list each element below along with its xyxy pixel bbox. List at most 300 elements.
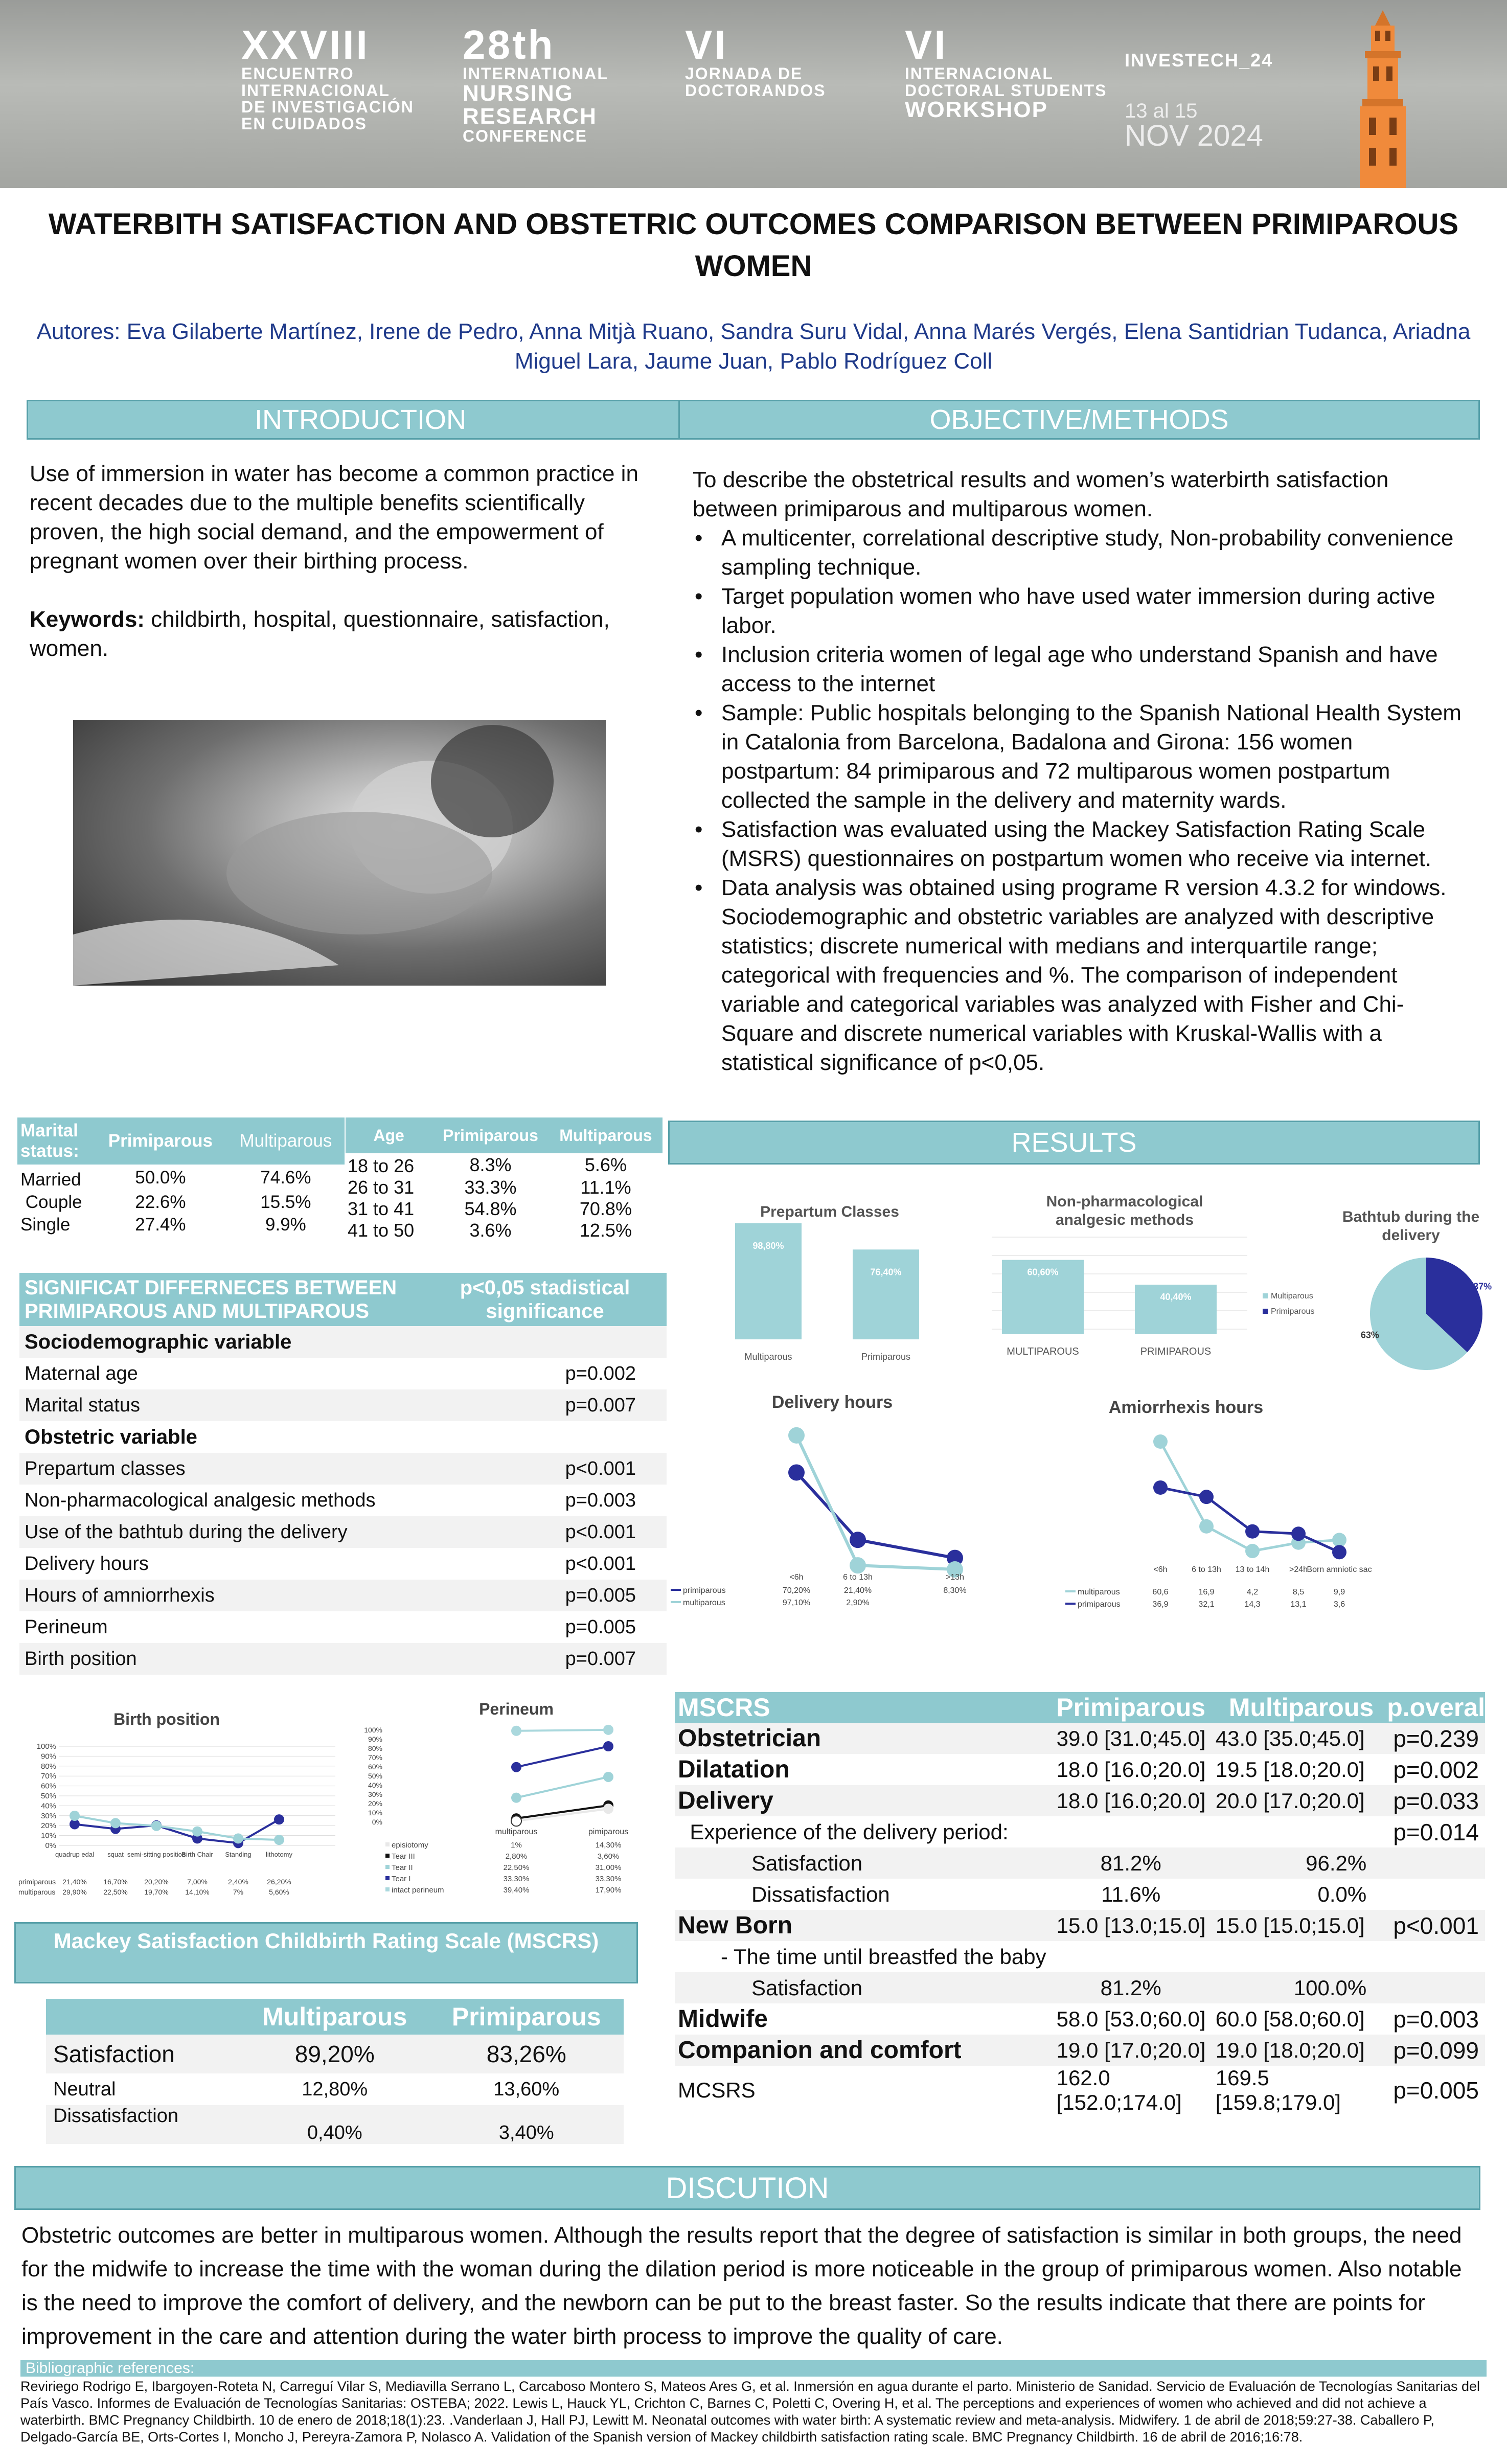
table-cell: p=0.239 (1393, 1725, 1479, 1752)
y-tick-label: 40% (40, 1801, 56, 1811)
table-cell: 58.0 [53.0;60.0] (1056, 2006, 1206, 2031)
table-cell: Perineum (25, 1616, 108, 1638)
table-cell: 70.8% (579, 1198, 632, 1219)
banner-text: VI (905, 22, 948, 67)
table-header-row (46, 1999, 624, 2035)
table-cell: 4,2 (1246, 1588, 1259, 1596)
legend-label: episiotomy (392, 1841, 428, 1850)
y-tick-label: 0% (45, 1841, 56, 1850)
data-point (1332, 1533, 1346, 1547)
y-tick-label: 30% (368, 1790, 382, 1798)
table-cell: p=0.007 (565, 1394, 636, 1416)
photo-illustration (73, 720, 606, 986)
table-cell: 17,90% (595, 1886, 622, 1895)
table-row (19, 1358, 667, 1389)
tick-label: PRIMIPAROUS (1140, 1346, 1212, 1357)
tick-label: lithotomy (265, 1851, 293, 1858)
table-cell (1216, 1816, 1387, 1847)
data-point (511, 1816, 521, 1826)
banner-text: INTERNACIONAL (241, 81, 390, 100)
table-cell: Neutral (53, 2078, 116, 2100)
table-header-cell: p<0,05 stadistical significance (460, 1276, 630, 1322)
data-point (1199, 1490, 1214, 1504)
table-cell: p=0.014 (1393, 1818, 1479, 1845)
table-cell: 21,40% (843, 1586, 872, 1595)
banner-text: INTERNACIONAL (905, 64, 1054, 83)
birth-position-chart (18, 1702, 346, 1907)
table-cell: 89,20% (294, 2041, 375, 2067)
data-point (850, 1557, 866, 1573)
table-cell: Birth position (25, 1648, 137, 1670)
table-cell: p=0.002 (565, 1362, 636, 1384)
banner-text: INVESTECH_24 (1125, 50, 1273, 71)
table-cell: 12.5% (579, 1220, 632, 1241)
banner-block-workshop (905, 22, 1107, 123)
bathtub-chart (1258, 1206, 1492, 1375)
discussion-heading: DISCUTION (14, 2166, 1480, 2210)
table-cell: 1% (511, 1841, 522, 1850)
table-cell: MCSRS (678, 2078, 756, 2102)
y-tick-label: 30% (40, 1811, 56, 1820)
table-row (675, 2035, 1485, 2066)
data-point (603, 1741, 613, 1751)
table-row (19, 1453, 667, 1485)
table-cell: Marital status (25, 1394, 140, 1416)
legend-label: Tear II (392, 1863, 413, 1872)
nonpharm-chart (971, 1186, 1258, 1360)
references-text: Reviriego Rodrigo E, Ibargoyen-Roteta N, Carreguí Vilar S, Mediavilla Serrano L, Carcaboso Montero S, Mateos Ares G, et al. Inmersión en agua durante el parto. Ministerio de Sanidad. Servicio de Evaluación de Tecnologías Sanitarias del País Vasco. Informes de Evaluación de Tecnologías Sanitarias: OSTEBA; 2022. Lewis L, Hauck YL, Crichton C, Barnes C, Poletti C, Overing H, et al. The perceptions and experiences of women who achieved and did not achieve a waterbirth. BMC Pregnancy Childbirth. 10 de enero de 2018;18(1):23. .Vanderlaan J, Hall PJ, Lewitt M. Neonatal outcomes with water birth: A systematic review and meta-analysis. Midwifery. 1 de abril de 2018;59:27-38. Caballero P, Delgado-García BE, Orts-Cortes I, Moncho J, Pereyra-Zamora P, Nolasco A. Validation of the Spanish version of Mackey childbirth satisfaction rating scale. BMC Pregnancy Childbirth. 16 de abril de 2016;16:78. (20, 2379, 1480, 2445)
table-cell: 12,80% (302, 2078, 368, 2100)
legend-swatch (1263, 1293, 1268, 1298)
table-cell: p<0.001 (565, 1521, 636, 1543)
data-point (1153, 1434, 1168, 1449)
banner-text: INTERNATIONAL (463, 64, 608, 83)
table-row (19, 1580, 667, 1611)
banner-block-encuentro (241, 22, 414, 133)
table-cell: Satisfaction (751, 1851, 863, 1875)
legend-label: intact perineum (392, 1886, 444, 1895)
table-header-cell: Multiparous (559, 1126, 652, 1145)
table-cell: 54.8% (464, 1198, 517, 1219)
table-cell: 169.5 [159.8;179.0] (1215, 2066, 1341, 2114)
table-cell: 20,20% (144, 1878, 169, 1886)
method-bullet: • Target population women who have used water immersion during active labor. (693, 582, 1475, 640)
table-cell: 100.0% (1293, 1975, 1367, 2000)
table-cell: 22,50% (503, 1863, 530, 1872)
y-tick-label: 60% (40, 1782, 56, 1791)
significance-table (19, 1273, 667, 1675)
discussion-text: Obstetric outcomes are better in multiparous women. Although the results report that the degree of satisfaction is similar in both groups, the need for the midwife to increase the time with the woman during the dilation period is more noticeable in the group of primiparous women. Also notable is the need to improve the comfort of delivery, and the newborn can be put to the breast faster. So the results indicate that there are points for improvement in the care and attention during the water birth process to improve the quality of care. (21, 2223, 1462, 2349)
chart-title: Amiorrhexis hours (1108, 1398, 1264, 1417)
legend-label: primiparous (683, 1586, 726, 1595)
method-bullet: • Satisfaction was evaluated using the Mackey Satisfaction Rating Scale (MSRS) questionnaires on postpartum women who receive via internet. (693, 815, 1475, 873)
tick-label: 6 to 13h (843, 1573, 873, 1582)
table-cell: 32,1 (1198, 1600, 1215, 1609)
table-row (675, 1847, 1485, 1879)
table-cell: 16,9 (1198, 1588, 1215, 1596)
table-cell: Dissatisfaction (53, 2105, 178, 2127)
table-cell: 13,60% (493, 2078, 560, 2100)
poster-title: WATERBITH SATISFACTION AND OBSTETRIC OUTCOMES COMPARISON BETWEEN PRIMIPAROUS WOMEN (48, 208, 1459, 283)
prepartum-chart (704, 1186, 955, 1370)
table-cell: 14,30% (595, 1841, 622, 1850)
y-tick-label: 60% (368, 1763, 382, 1771)
data-point (70, 1811, 80, 1821)
table-cell: 14,10% (185, 1888, 210, 1896)
chart-title: Prepartum Classes (760, 1203, 899, 1220)
table-header-cell: Marital status: (20, 1121, 79, 1161)
legend-label: multiparous (683, 1599, 725, 1607)
table-cell: Dissatisfaction (751, 1882, 890, 1906)
table-cell: 22.6% (135, 1192, 186, 1212)
marital-table (17, 1117, 345, 1236)
table-cell: 15.0 [15.0;15.0] (1215, 1913, 1365, 1937)
table-row (675, 1723, 1485, 1754)
banner-text: DOCTORAL STUDENTS (905, 81, 1107, 100)
table-header-cell: Primiparous (443, 1126, 538, 1145)
data-point (1153, 1480, 1168, 1495)
table-cell: 18.0 [16.0;20.0] (1056, 1757, 1206, 1782)
table-cell (1387, 1879, 1485, 1910)
table-cell: 3,6 (1333, 1600, 1345, 1609)
table-row (46, 2105, 624, 2144)
table-cell: 0.0% (1317, 1882, 1367, 1906)
method-bullet: • Inclusion criteria women of legal age who understand Spanish and have access to the internet (693, 640, 1475, 698)
chart-title: Birth position (113, 1710, 220, 1728)
chart-title: delivery (1382, 1227, 1440, 1244)
table-header-cell (46, 1999, 240, 2035)
mscrs-table (675, 1692, 1485, 2115)
banner-text: ENCUENTRO (241, 64, 354, 83)
intro-heading: INTRODUCTION (27, 400, 694, 440)
legend-label: Tear I (392, 1875, 411, 1883)
data-point (603, 1772, 613, 1782)
tick-label: Born amniotic sac (1307, 1565, 1372, 1574)
table-cell: 11.1% (580, 1177, 631, 1198)
conference-banner (0, 0, 1507, 188)
table-cell: Midwife (678, 2005, 768, 2033)
data-point (603, 1725, 613, 1735)
table-cell: p=0.033 (1393, 1787, 1479, 1814)
table-row (675, 1941, 1485, 1972)
table-cell: 15.5% (260, 1192, 311, 1212)
table-cell: 3,60% (597, 1852, 620, 1861)
banner-text: JORNADA DE (685, 64, 803, 83)
y-tick-label: 70% (368, 1753, 382, 1762)
table-cell (1046, 1941, 1216, 1972)
table-row (19, 1389, 667, 1421)
table-cell: 97,10% (782, 1599, 811, 1607)
tick-label: MULTIPAROUS (1007, 1346, 1079, 1357)
data-point (511, 1726, 521, 1736)
tick-label: >13h (945, 1573, 965, 1582)
chart-title: Non-pharmacological (1046, 1193, 1203, 1210)
keywords-text: childbirth, hospital, questionnaire, satisfaction, women. (30, 607, 610, 661)
table-cell: Delivery hours (25, 1553, 149, 1575)
legend-swatch (385, 1865, 390, 1869)
table-cell: p=0.099 (1393, 2037, 1479, 2064)
table-cell: 70,20% (782, 1586, 811, 1595)
series-line (516, 1809, 608, 1821)
table-cell: 31,00% (595, 1863, 622, 1872)
banner-text: 28th (463, 22, 555, 67)
table-cell: 16,70% (103, 1878, 128, 1886)
table-cell: p=0.003 (1393, 2005, 1479, 2033)
table-cell: 60,6 (1152, 1588, 1169, 1596)
table-cell: 11.6% (1101, 1882, 1161, 1906)
series-line (516, 1806, 608, 1818)
objective-lead: To describe the obstetrical results and women’s waterbirth satisfaction between primiparous and multiparous women. (693, 467, 1389, 521)
table-cell: Hours of amniorrhexis (25, 1584, 215, 1606)
tick-label: Multiparous (744, 1352, 792, 1362)
table-cell: p=0.003 (565, 1489, 636, 1511)
data-point (511, 1793, 521, 1803)
legend-label: Tear III (392, 1852, 415, 1861)
table-cell: p<0.001 (565, 1553, 636, 1575)
table-cell: 33,30% (595, 1875, 622, 1883)
data-label: 76,40% (870, 1267, 902, 1277)
table-header-cell: SIGNIFICAT DIFFERNECES BETWEEN PRIMIPAROUS AND MULTIPAROUS (25, 1276, 397, 1322)
y-tick-label: 20% (40, 1821, 56, 1831)
table-row (675, 1910, 1485, 1941)
table-cell: 19,70% (144, 1888, 169, 1896)
table-row (346, 1220, 663, 1241)
table-cell: 27.4% (135, 1215, 186, 1235)
legend-label: multiparous (18, 1888, 56, 1896)
table-cell: 31 to 41 (348, 1198, 415, 1219)
table-cell: Satisfaction (53, 2041, 175, 2067)
table-cell: Married (20, 1170, 81, 1190)
table-cell: p=0.005 (1393, 2077, 1479, 2104)
table-cell: 8.3% (469, 1154, 512, 1175)
table-row (17, 1214, 345, 1236)
table-cell: Dilatation (678, 1756, 790, 1783)
table-cell: 9,9 (1333, 1588, 1345, 1596)
table-row (19, 1485, 667, 1516)
legend-swatch (385, 1854, 390, 1858)
table-cell (1216, 1941, 1387, 1972)
table-cell: 36,9 (1152, 1600, 1169, 1609)
legend-label: primiparous (18, 1878, 56, 1886)
legend-swatch (385, 1887, 390, 1891)
table-cell: 8,30% (943, 1586, 967, 1595)
banner-block-jornada (685, 22, 826, 100)
table-cell: 19.0 [18.0;20.0] (1215, 2038, 1365, 2062)
table-cell: Obstetrician (678, 1725, 821, 1752)
chart-title: Delivery hours (771, 1393, 893, 1412)
table-cell: p=0.005 (565, 1584, 636, 1606)
table-cell: 26 to 31 (348, 1177, 415, 1198)
y-tick-label: 80% (40, 1762, 56, 1771)
table-row (46, 2035, 624, 2073)
authors-line: Autores: Eva Gilaberte Martínez, Irene de Pedro, Anna Mitjà Ruano, Sandra Suru Vidal, Anna Marés Vergés, Elena Santidrian Tudanca, Ariadna Miguel Lara, Jaume Juan, Pablo Rodríguez Coll (36, 319, 1471, 374)
table-cell: 19.0 [17.0;20.0] (1056, 2038, 1206, 2062)
table-row (675, 1754, 1485, 1785)
table-row (19, 1548, 667, 1580)
table-cell: p<0.001 (565, 1457, 636, 1479)
table-cell: Non-pharmacological analgesic methods (25, 1489, 376, 1511)
table-cell: 9.9% (265, 1215, 306, 1235)
table-row (675, 1785, 1485, 1816)
table-cell: 2,80% (505, 1852, 528, 1861)
table-cell: Prepartum classes (25, 1457, 186, 1479)
data-label: 37% (1473, 1281, 1492, 1292)
table-cell: 5,60% (269, 1888, 289, 1896)
amniorrhexis-chart (1063, 1396, 1370, 1621)
tick-label: squat (107, 1851, 124, 1858)
tick-label: Standing (225, 1851, 252, 1858)
table-cell: 74.6% (260, 1168, 311, 1188)
y-tick-label: 0% (372, 1818, 382, 1826)
table-row (17, 1165, 345, 1191)
table-cell: Single (20, 1215, 71, 1235)
y-tick-label: 90% (40, 1752, 56, 1761)
table-cell: p<0.001 (1393, 1912, 1479, 1939)
table-cell: Satisfaction (751, 1975, 863, 2000)
y-tick-label: 100% (364, 1726, 382, 1734)
y-tick-label: 10% (40, 1831, 56, 1840)
mscrs-small-heading: Mackey Satisfaction Childbirth Rating Scale (MSCRS) (14, 1922, 638, 1983)
data-label: 63% (1360, 1330, 1379, 1340)
banner-block-investech (1125, 51, 1273, 151)
table-cell: 81.2% (1100, 1851, 1161, 1875)
table-cell: New Born (678, 1912, 793, 1939)
series-line (796, 1435, 955, 1569)
data-point (274, 1814, 284, 1824)
table-cell: 33.3% (464, 1177, 517, 1198)
legend-label: Primiparous (1271, 1307, 1315, 1316)
table-row (675, 1879, 1485, 1910)
perineum-chart (363, 1697, 670, 1922)
objective-section (693, 465, 1475, 1077)
data-point (151, 1821, 162, 1831)
table-header-cell: Primiparous (451, 2002, 601, 2031)
table-cell: 15.0 [13.0;15.0] (1056, 1913, 1206, 1937)
table-header-cell: Multiparous (262, 2002, 407, 2031)
tick-label: Birth Chair (181, 1851, 213, 1858)
results-heading: RESULTS (668, 1121, 1480, 1165)
legend-swatch (385, 1876, 390, 1880)
method-bullet: • Sample: Public hospitals belonging to the Spanish National Health System in Catalonia from Barcelona, Badalona and Girona: 156 women postpartum: 84 primiparous and 72 multiparous women postpartum collected the sample in the delivery and maternity wards. (693, 698, 1475, 815)
table-cell: 39.0 [31.0;45.0] (1056, 1726, 1206, 1750)
table-cell: 3.6% (469, 1220, 512, 1241)
chart-title: analgesic methods (1055, 1212, 1194, 1228)
table-cell (1387, 1847, 1485, 1879)
table-cell: 22,50% (103, 1888, 128, 1896)
table-cell: 43.0 [35.0;45.0] (1215, 1726, 1365, 1750)
table-cell: 2,90% (846, 1599, 870, 1607)
table-row (675, 2066, 1485, 2115)
chart-title: Bathtub during the (1342, 1208, 1480, 1225)
y-tick-label: 90% (368, 1735, 382, 1743)
intro-section (30, 459, 643, 663)
table-cell: 39,40% (503, 1886, 530, 1895)
table-row (19, 1611, 667, 1643)
table-subheader-row (19, 1421, 667, 1453)
table-cell: 60.0 [58.0;60.0] (1215, 2006, 1365, 2031)
table-row (346, 1177, 663, 1198)
banner-text: CONFERENCE (463, 127, 588, 146)
table-header-row (346, 1117, 663, 1153)
table-cell: 50.0% (135, 1168, 186, 1188)
table-header-cell: Multiparous (239, 1131, 332, 1151)
banner-text: DE INVESTIGACIÓN (241, 98, 414, 117)
table-cell: 3,40% (498, 2122, 554, 2143)
tick-label: pimiparous (588, 1828, 629, 1836)
table-row (346, 1198, 663, 1220)
table-cell: 7,00% (187, 1878, 208, 1886)
table-cell (1387, 1972, 1485, 2003)
delivery-hours-chart (669, 1390, 996, 1615)
data-point (511, 1762, 521, 1772)
table-cell: 0,40% (307, 2122, 362, 2143)
legend-label: multiparous (1078, 1588, 1120, 1596)
table-cell (1387, 1941, 1485, 1972)
table-cell: 14,3 (1244, 1600, 1261, 1609)
table-cell: Maternal age (25, 1362, 138, 1384)
y-tick-label: 80% (368, 1744, 382, 1752)
legend-swatch (385, 1842, 390, 1846)
table-header-row (17, 1117, 345, 1165)
waterbirth-photo (73, 720, 606, 986)
table-cell: Experience of the delivery period: (678, 1819, 1009, 1844)
data-point (233, 1833, 243, 1843)
method-bullet: • Data analysis was obtained using programe R version 4.3.2 for windows. Sociodemographic and obstetric variables are analyzed with descriptive statistics; discrete numerical with medians and interquartile range; categorical with frequencies and %. The comparison of independent variable and categorical variables was analyzed with Fisher and Chi-Square and discrete numerical variables with Kruskal-Wallis with a statistical significance of p<0,05. (693, 873, 1475, 1077)
table-cell: 7% (233, 1888, 244, 1896)
table-header-row (675, 1692, 1485, 1723)
table-cell: 5.6% (584, 1154, 627, 1175)
banner-text: NURSING (463, 80, 574, 106)
table-cell: 162.0 [152.0;174.0] (1056, 2066, 1182, 2114)
table-header-cell: p.overal (1387, 1693, 1485, 1722)
table-cell: Use of the bathtub during the delivery (25, 1521, 348, 1543)
table-cell: 18 to 26 (348, 1155, 415, 1176)
table-cell: p=0.005 (565, 1616, 636, 1638)
table-subheader-row (19, 1326, 667, 1358)
y-tick-label: 20% (368, 1799, 382, 1808)
table-cell: 21,40% (62, 1878, 87, 1886)
legend-label: Multiparous (1271, 1292, 1313, 1301)
legend-swatch (1263, 1309, 1268, 1314)
y-tick-label: 10% (368, 1809, 382, 1817)
banner-block-nursing (463, 22, 608, 146)
table-header-cell: Multiparous (1228, 1693, 1374, 1722)
table-row (19, 1643, 667, 1675)
banner-text: EN CUIDADOS (241, 114, 368, 133)
banner-text: XXVIII (241, 22, 370, 67)
table-cell: 26,20% (267, 1878, 291, 1886)
tick-label: 6 to 13h (1192, 1565, 1221, 1574)
table-row (46, 2073, 624, 2105)
table-cell: Companion and comfort (678, 2037, 962, 2064)
table-cell: 8,5 (1292, 1588, 1305, 1596)
table-header-cell: Age (373, 1126, 404, 1145)
table-header-row (19, 1273, 667, 1326)
tick-label: multiparous (495, 1828, 538, 1836)
banner-text: RESEARCH (463, 103, 597, 129)
table-cell: 2,40% (228, 1878, 248, 1886)
table-header-cell: Primiparous (108, 1131, 213, 1151)
table-cell: 83,26% (486, 2041, 566, 2067)
data-point (1245, 1524, 1260, 1539)
table-row (17, 1191, 345, 1214)
y-tick-label: 100% (36, 1742, 56, 1751)
data-label: 40,40% (1160, 1292, 1192, 1303)
references-heading: Bibliographic references: (20, 2360, 1487, 2377)
tick-label: quadrup edal (55, 1851, 94, 1858)
banner-date: 13 al 15 (1125, 99, 1198, 122)
banner-text: WORKSHOP (905, 97, 1048, 123)
